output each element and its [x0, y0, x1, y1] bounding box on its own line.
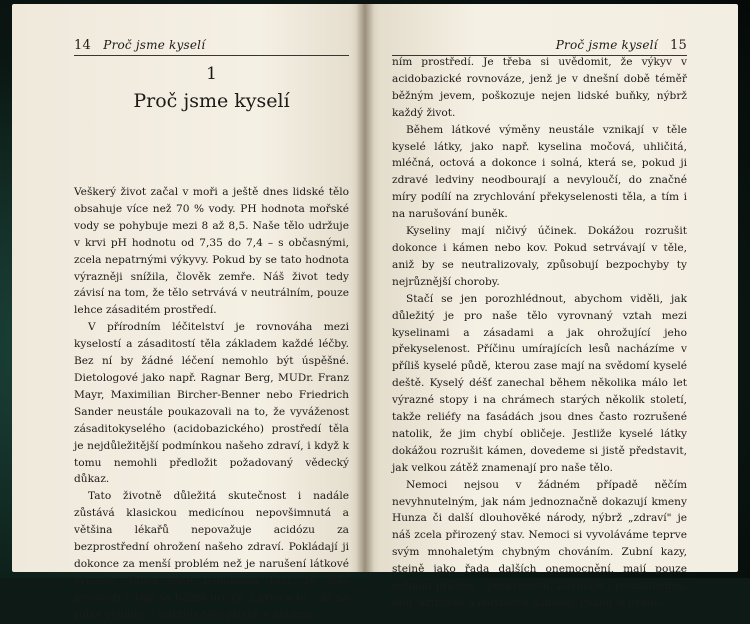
left-running-header — [74, 38, 349, 56]
paragraph: Stačí se jen porozhlédnout, abychom viděli, jak důležitý je pro naše tělo vyrovnaný vztah mezi kyselinami a zásadami a jak ohrožující jeho překyselenost. Příčinu umírajících lesů nacházíme v příliš kyselé půdě, kterou zase mají na svědomí kyselé deště. Kyselý déšť zanechal během několika málo let výrazné stopy i na chrámech starých několik století, takže reliéfy na fasádách jsou dnes často rozrušené natolik, že jim chybí obličeje. Jestliže kyselé látky dokážou rozrušit kámen, dovedeme si jistě představit, jak velkou zátěž znamenají pro naše tělo. — [392, 292, 687, 474]
paragraph: ním prostředí. Je třeba si uvědomit, že výkyv v acidobazické rovnováze, jenž je v dnešní době téměř běžným jevem, poškozuje nejen lidské buňky, nýbrž každý život. — [392, 56, 687, 119]
paragraph: Veškerý život začal v moři a ještě dnes lidské tělo obsahuje více než 70 % vody. PH hodnota mořské vody se pohybuje mezi 8 až 8,5. Naše tělo udržuje v krvi pH hodnotu od 7,35 do 7,4 – s občasnými, zcela nepatrnými výkyvy. Pokud by se tato hodnota výrazněji snížila, člověk zemře. Náš život tedy závisí na tom, že tělo setrvává v neutrálním, pouze lehce zásaditém prostředí. — [74, 186, 349, 317]
paragraph: Nemoci nejsou v žádném případě něčím nevyhnutelným, jak nám jednoznačně dokazují kmeny Hunza či další dlouhověké národy, nýbrž „zdraví" je náš zcela přirozený stav. Nemoci si vyvoláváme teprve svým mnohaletým chybným chováním. Zubní kazy, stejně jako řada dalších onemocnění, mají pouze jedinou příčinu – překyselení. Zavínuje i revmatismus, dnu, artritidu a ledvinové kameny. Pokud si uvědo- — [392, 478, 687, 609]
right-page-number: 15 — [670, 38, 687, 53]
left-page-number: 14 — [74, 38, 91, 53]
chapter-title: Proč jsme kyselí — [133, 90, 290, 112]
paragraph: Během látkové výměny neustále vznikají v těle kyselé látky, jako např. kyselina močová, uhličitá, mléčná, octová a dokonce i solná, která se, pokud ji zdravé ledviny neodbourají a nevyloučí, do značné míry podílí na zrychlování překyselenosti těla, a tím i na narušování buněk. — [392, 123, 687, 221]
paragraph: V přírodním léčitelství je rovnováha mezi kyselostí a zásaditostí těla základem každé léčby. Bez ní by žádné léčení nemohlo být úspěšné. Dietologové jako např. Ragnar Berg, MUDr. Franz Mayr, Maximilian Bircher-Benner nebo Friedrich Sander neustále poukazovali na to, že vyváženost zásaditokyselého (acidobazického) prostředí těla je nejdůležitější podmínkou našeho zdraví, i když k tomu nemohli předložit požadovaný vědecký důkaz. — [74, 321, 349, 486]
book-gutter — [356, 4, 374, 572]
left-page-body — [74, 184, 349, 624]
right-running-head-title: Proč jsme kyselí — [555, 38, 658, 52]
left-running-head-title: Proč jsme kyselí — [103, 38, 206, 52]
right-page — [364, 4, 738, 609]
right-page-body — [392, 54, 687, 612]
paragraph: Kyseliny mají ničivý účinek. Dokážou rozrušit dokonce i kámen nebo kov. Pokud setrvávají v těle, aniž by se neutralizovaly, způsobují bezpochyby ty nejrůznější choroby. — [392, 225, 687, 288]
chapter-number: 1 — [206, 64, 217, 84]
paragraph: Tato životně důležitá skutečnost i nadále zůstává klasickou medicínou nepovšimnutá a většina lékařů nepovažuje acidózu za bezprostřední ohrožení našeho zdraví. Pokládají ji dokonce za menší problém než je narušení látkové výměny. Tomu ještě napomáhá fakt, že stav kyselosti v těle se běžně určuje z krve a ta – až na řídké výjimky – udržuje tělo přísně v neutrál- — [74, 490, 349, 621]
left-page — [12, 4, 364, 621]
